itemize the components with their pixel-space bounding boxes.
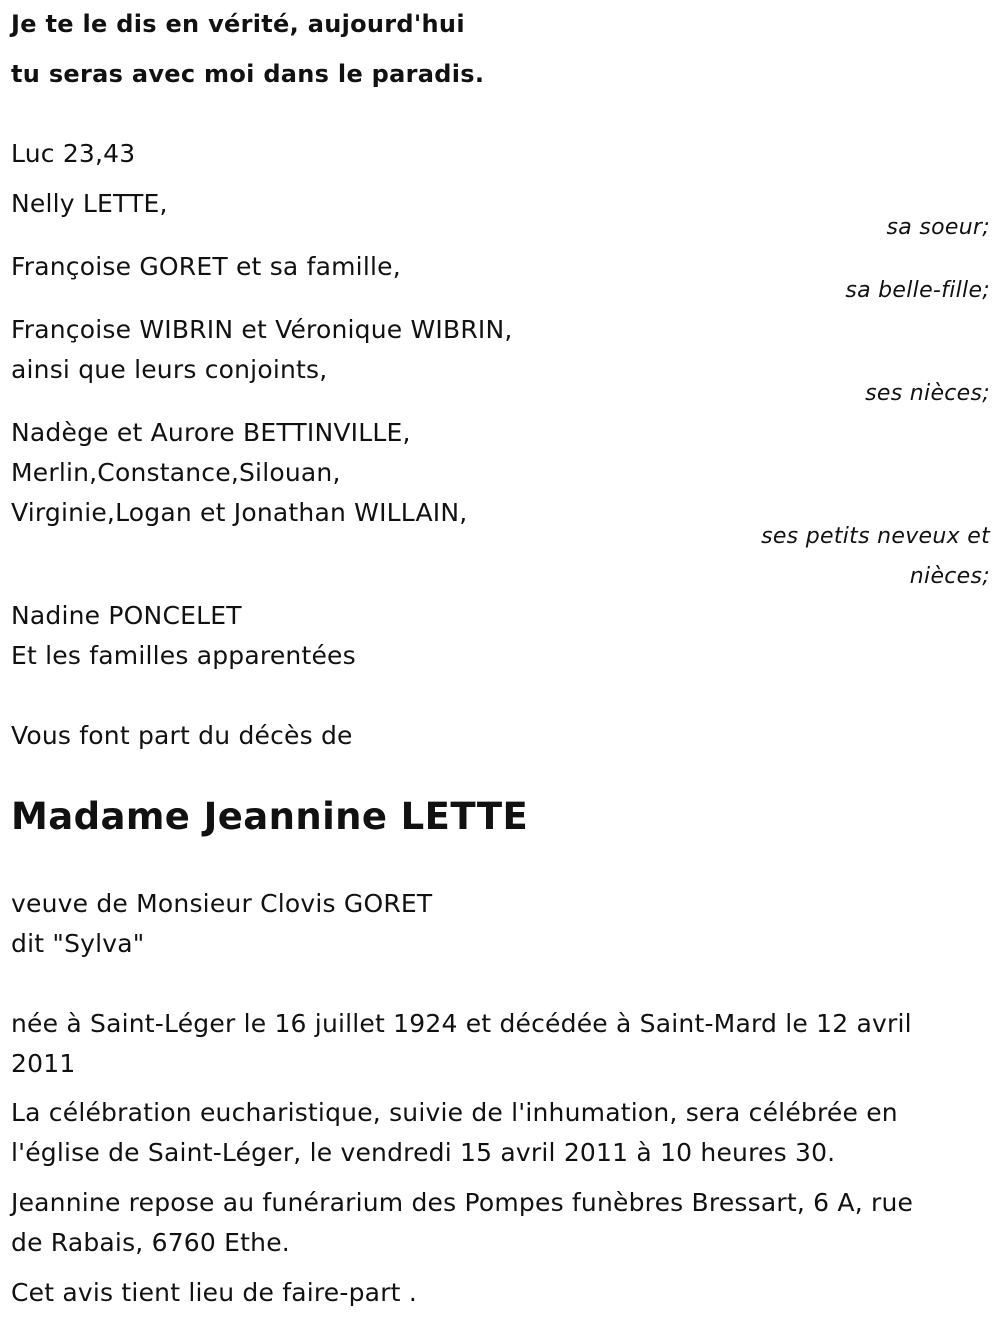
birth-death-line: née à Saint-Léger le 16 juillet 1924 et décédée à Saint-Mard le 12 avril bbox=[11, 1009, 912, 1038]
deceased-name: Madame Jeannine LETTE bbox=[11, 795, 529, 838]
ceremony-line: La célébration eucharistique, suivie de l'inhumation, sera célébrée en bbox=[11, 1098, 898, 1127]
family-member-name: Nadine PONCELET bbox=[11, 601, 242, 630]
family-member-role: nièces; bbox=[909, 564, 990, 589]
birth-death-line: 2011 bbox=[11, 1049, 76, 1078]
family-member-name: Françoise GORET et sa famille, bbox=[11, 252, 401, 281]
widow-of-line: veuve de Monsieur Clovis GORET bbox=[11, 889, 433, 918]
ceremony-line: l'église de Saint-Léger, le vendredi 15 avril 2011 à 10 heures 30. bbox=[11, 1138, 836, 1167]
closing-text: Cet avis tient lieu de faire-part . bbox=[11, 1278, 417, 1307]
family-member-name: Et les familles apparentées bbox=[11, 641, 356, 670]
family-member-name: Merlin,Constance,Silouan, bbox=[11, 458, 341, 487]
family-member-name: ainsi que leurs conjoints, bbox=[11, 355, 328, 384]
family-member-name: Virginie,Logan et Jonathan WILLAIN, bbox=[11, 498, 468, 527]
funeral-home-line: de Rabais, 6760 Ethe. bbox=[11, 1228, 290, 1257]
bible-reference: Luc 23,43 bbox=[11, 139, 136, 168]
family-member-name: Nelly LETTE, bbox=[11, 189, 168, 218]
family-member-role: sa belle-fille; bbox=[845, 278, 990, 303]
family-member-role: ses nièces; bbox=[865, 381, 990, 406]
nickname-line: dit "Sylva" bbox=[11, 929, 145, 958]
quote-line-1: Je te le dis en vérité, aujourd'hui bbox=[11, 10, 465, 38]
funeral-home-line: Jeannine repose au funérarium des Pompes funèbres Bressart, 6 A, rue bbox=[11, 1188, 914, 1217]
family-member-name: Nadège et Aurore BETTINVILLE, bbox=[11, 418, 411, 447]
family-member-role: ses petits neveux et bbox=[761, 524, 990, 549]
family-member-role: sa soeur; bbox=[886, 215, 990, 240]
announcement-text: Vous font part du décès de bbox=[11, 721, 353, 750]
quote-line-2: tu seras avec moi dans le paradis. bbox=[11, 60, 485, 88]
family-member-name: Françoise WIBRIN et Véronique WIBRIN, bbox=[11, 315, 513, 344]
